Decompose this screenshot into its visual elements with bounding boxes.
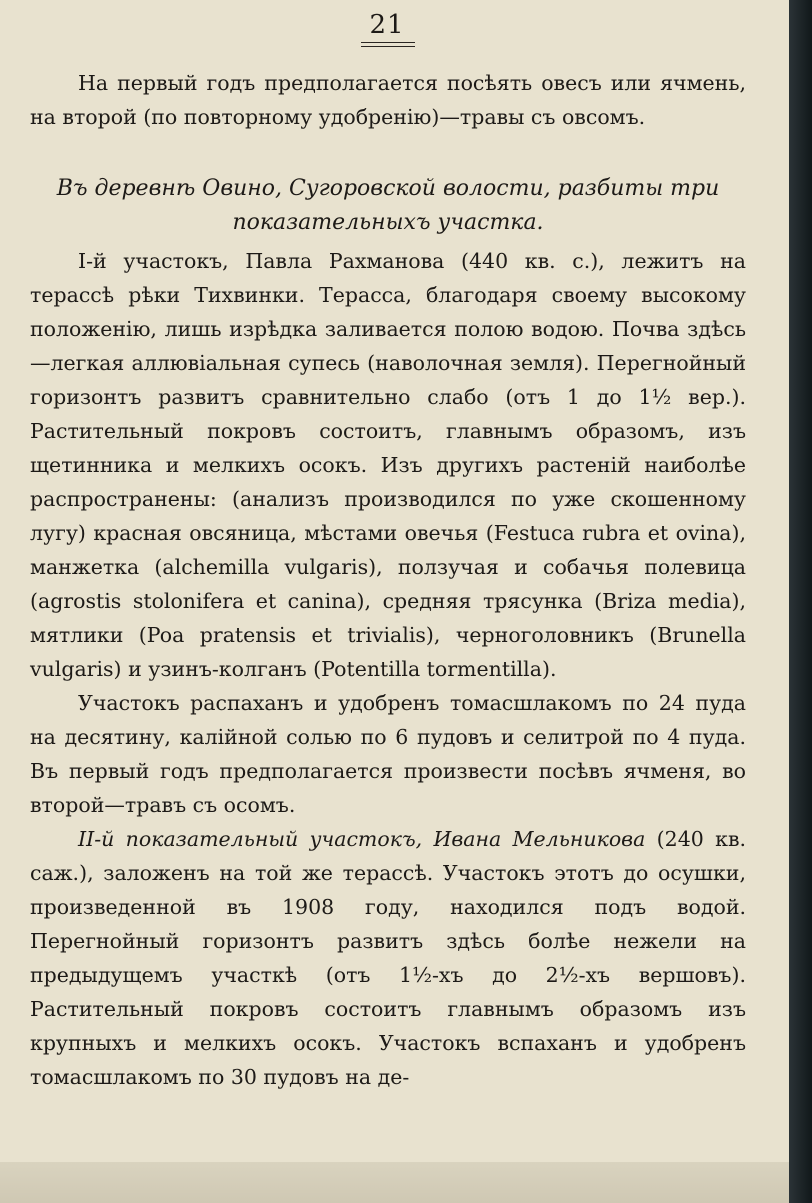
plot-2-lead: II-й показательный участокъ, Ивана Мельникова bbox=[78, 827, 646, 851]
page-body bbox=[30, 66, 746, 1094]
plot-2-text: (240 кв. саж.), заложенъ на той же терассѣ. Участокъ этотъ до осушки, произведенной въ 1908 году, находился подъ водой. Перегнойный горизонтъ развитъ здѣсь болѣе нежели на предыдущемъ участкѣ (отъ 1½-хъ до 2½-хъ вершовъ). Растительный покровъ состоитъ главнымъ образомъ изъ крупныхъ и мелкихъ осокъ. Участокъ вспаханъ и удобренъ томасшлакомъ по 30 пудовъ на де- bbox=[30, 827, 747, 1089]
paragraph-plot-1: I-й участокъ, Павла Рахманова (440 кв. с.), лежитъ на терассѣ рѣки Тихвинки. Терасса, благодаря своему высокому положенію, лишь изрѣдка заливается полою водою. Почва здѣсь—легкая аллювіальная супесь (наволочная земля). Перегнойный горизонтъ развитъ сравнительно слабо (отъ 1 до 1½ вер.). Растительный покровъ состоитъ, главнымъ образомъ, изъ щетинника и мелкихъ осокъ. Изъ другихъ растеній наиболѣе распространены: (анализъ производился по уже скошенному лугу) красная овсяница, мѣстами овечья (Festuca rubra et ovina), манжетка (alchemilla vulgaris), ползучая и собачья полевица (agrostis stolonifera et canina), средняя трясунка (Briza media), мятлики (Poa pratensis et trivialis), черноголовникъ (Brunella vulgaris) и узинъ-колганъ (Potentilla tormentilla). bbox=[30, 249, 746, 681]
paragraph-plot-1-fertilizer: Участокъ распаханъ и удобренъ томасшлакомъ по 24 пуда на десятину, калійной солью по 6 пудовъ и селитрой по 4 пуда. Въ первый годъ предполагается произвести посѣвъ ячменя, во второй—травъ съ осомъ. bbox=[30, 691, 746, 817]
page-number: 21 bbox=[369, 10, 405, 40]
page-bottom-shadow bbox=[0, 1162, 789, 1203]
book-spine-edge bbox=[789, 0, 812, 1203]
section-spacer bbox=[30, 134, 746, 172]
section-heading: Въ деревнѣ Овино, Сугоровской волости, разбиты три показательныхъ участка. bbox=[56, 176, 720, 235]
page-number-rule bbox=[361, 42, 415, 47]
paragraph-oats-barley: На первый годъ предполагается посѣять овесъ или ячмень, на второй (по повторному удобренію)—травы съ овсомъ. bbox=[30, 71, 746, 129]
paragraph-plot-2 bbox=[30, 822, 746, 1094]
